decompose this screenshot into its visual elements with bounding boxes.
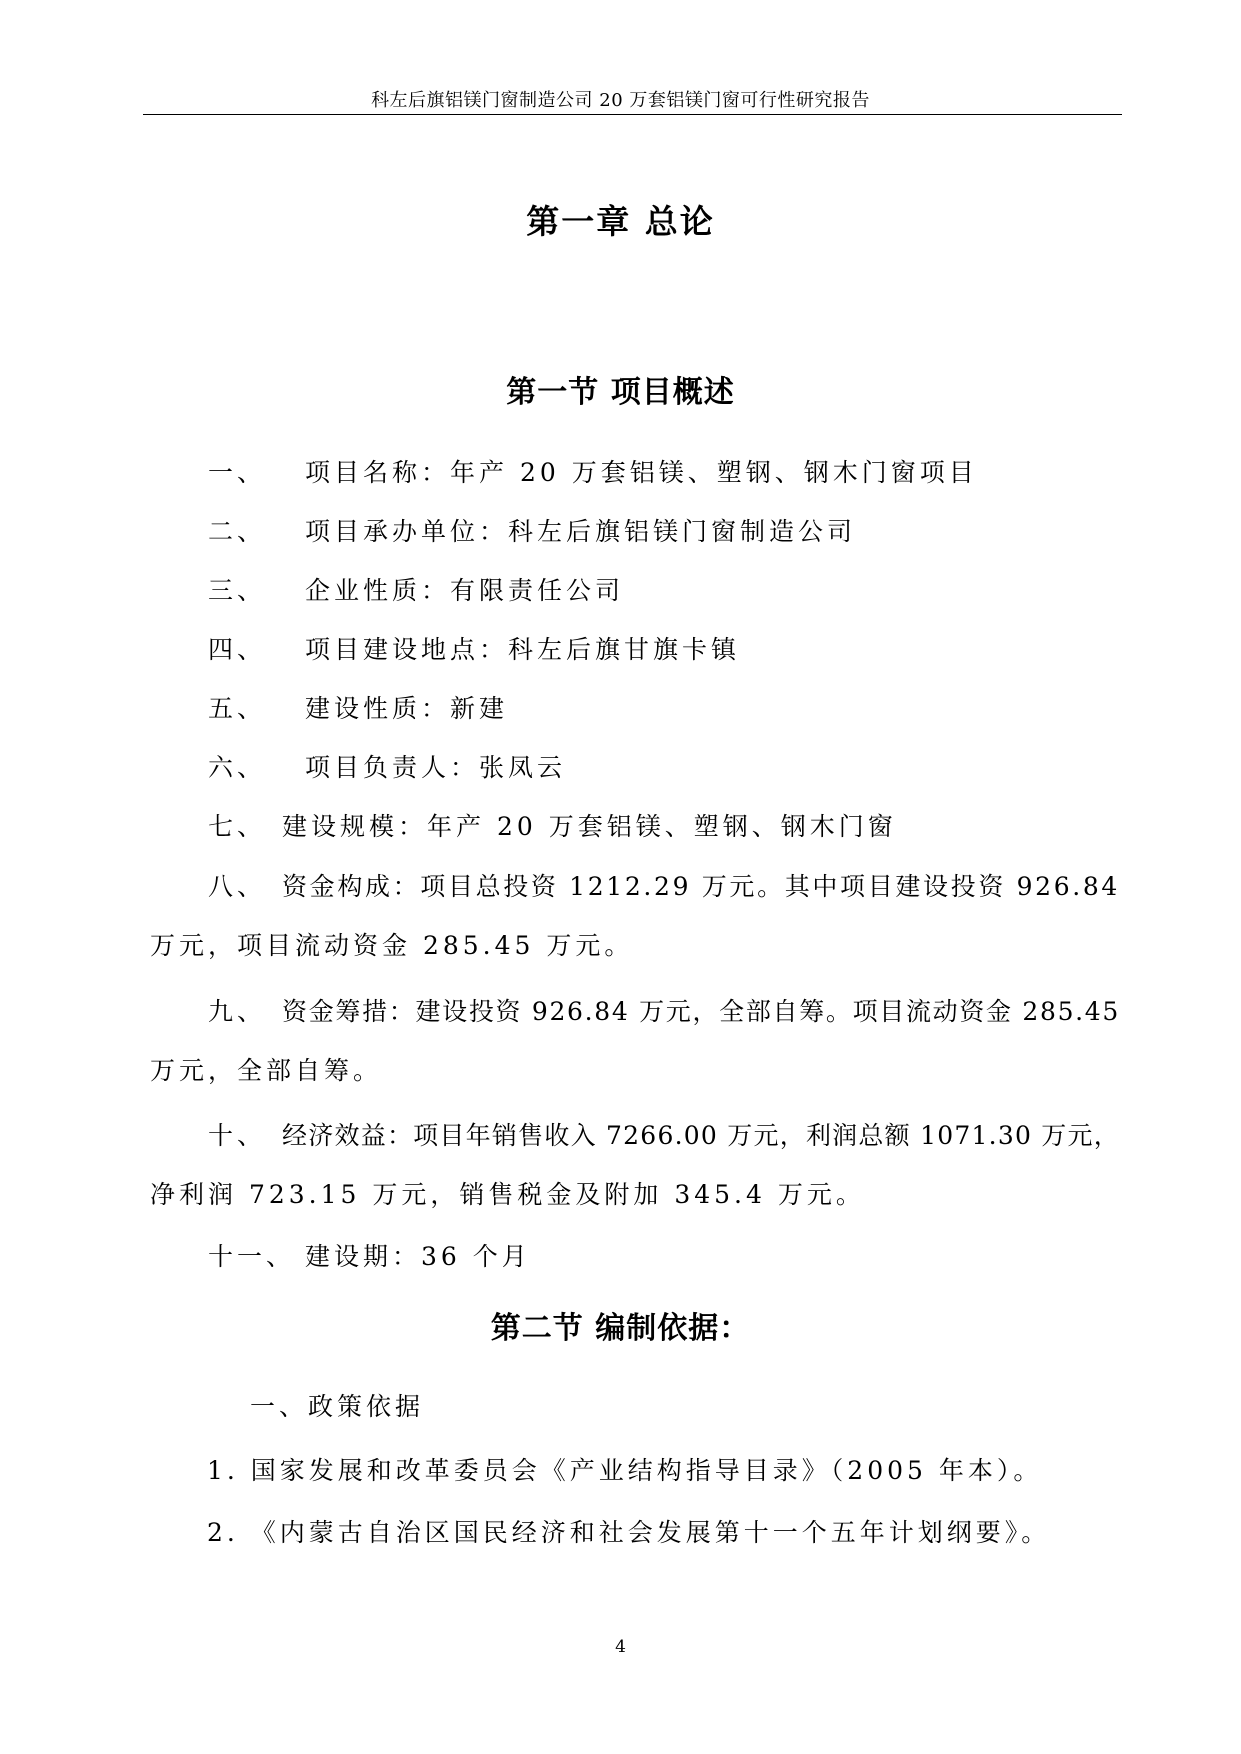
subheading: 一、政策依据 xyxy=(250,1392,425,1421)
list-item: 2. 《内蒙古自治区国民经济和社会发展第十一个五年计划纲要》。 xyxy=(207,1518,1051,1547)
item-number: 三、 xyxy=(208,576,267,605)
item-text: 项目名称：年产 20 万套铝镁、塑钢、钢木门窗项目 xyxy=(305,458,978,487)
item-number: 五、 xyxy=(208,694,267,723)
item-number: 七、 xyxy=(208,812,267,841)
item-number: 六、 xyxy=(208,753,267,782)
item-text: 资金筹措：建设投资 926.84 万元，全部自筹。项目流动资金 285.45 xyxy=(282,997,1120,1026)
item-text: 项目负责人：张凤云 xyxy=(305,753,567,782)
item-continuation: 万元，项目流动资金 285.45 万元。 xyxy=(150,931,634,960)
header-rule xyxy=(143,114,1122,115)
item-number: 四、 xyxy=(208,635,267,664)
list-item: 1. 国家发展和改革委员会《产业结构指导目录》（2005 年本）。 xyxy=(207,1456,1043,1485)
item-text: 建设规模：年产 20 万套铝镁、塑钢、钢木门窗 xyxy=(282,812,897,841)
chapter-title: 第一章 总论 xyxy=(526,202,715,241)
item-continuation: 万元，全部自筹。 xyxy=(150,1056,383,1085)
item-text: 企业性质：有限责任公司 xyxy=(305,576,625,605)
item-text: 建设性质：新建 xyxy=(305,694,509,723)
item-text: 经济效益：项目年销售收入 7266.00 万元，利润总额 1071.30 万元， xyxy=(282,1121,1120,1150)
item-text: 项目承办单位：科左后旗铝镁门窗制造公司 xyxy=(305,517,857,546)
section-title: 第一节 项目概述 xyxy=(506,375,735,410)
item-number: 一、 xyxy=(208,458,267,487)
item-number: 八、 xyxy=(208,872,267,901)
item-continuation: 净利润 723.15 万元，销售税金及附加 345.4 万元。 xyxy=(150,1180,865,1209)
running-header: 科左后旗铝镁门窗制造公司 20 万套铝镁门窗可行性研究报告 xyxy=(371,90,870,111)
item-text: 资金构成：项目总投资 1212.29 万元。其中项目建设投资 926.84 xyxy=(282,872,1120,901)
item-number: 十一、 xyxy=(208,1242,296,1271)
item-text: 项目建设地点：科左后旗甘旗卡镇 xyxy=(305,635,741,664)
item-number: 二、 xyxy=(208,517,267,546)
item-number: 九、 xyxy=(208,997,267,1026)
page-number: 4 xyxy=(615,1637,626,1657)
item-number: 十、 xyxy=(208,1121,267,1150)
section-title: 第二节 编制依据： xyxy=(490,1311,751,1346)
item-text: 建设期：36 个月 xyxy=(305,1242,531,1271)
